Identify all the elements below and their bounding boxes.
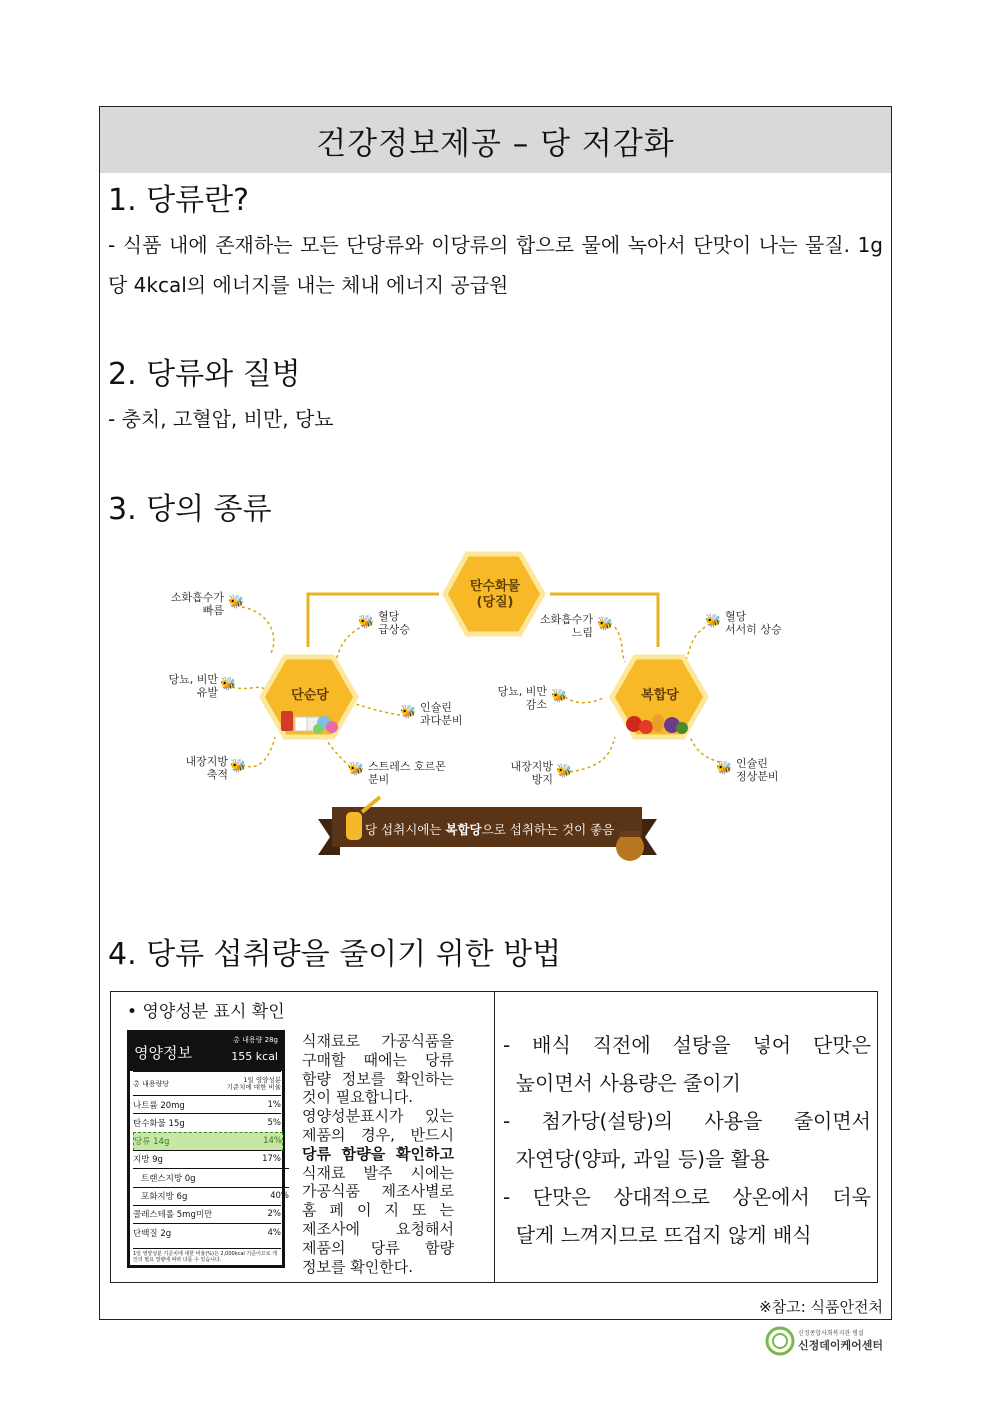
organization-logo: [765, 1326, 885, 1356]
complex-sugar-rise-label: 혈당 서서히 상승: [725, 610, 782, 636]
nutrition-description-line: 제품의 당류 함량: [302, 1238, 454, 1257]
nutrition-description-line: 당류 함량을 확인하고: [302, 1144, 454, 1163]
tip-line: 달게 느껴지므로 뜨겁지 않게 배식: [503, 1223, 812, 1247]
bee-icon: 🐝: [551, 689, 568, 704]
tip-line: - 배식 직전에 설탕을 넣어 단맛은: [503, 1033, 871, 1057]
bee-icon: 🐝: [358, 615, 375, 630]
nutrition-label-header: [130, 1033, 282, 1071]
simple-absorb-label: 소화흡수가 빠름: [170, 591, 224, 617]
simple-diabetes-label: 당뇨, 비만 유발: [168, 673, 218, 699]
simple-fat-label: 내장지방 축적: [185, 755, 228, 781]
source-note: ※참고: 식품안전처: [759, 1298, 883, 1316]
nutrition-label-footnote: 1일 영양성분 기준치에 대한 비율(%)은 2,000kcal 기준이므로 개인의 필요 열량에 따라 다를 수 있습니다.: [133, 1248, 281, 1263]
bee-icon: 🐝: [220, 677, 237, 692]
bee-icon: 🐝: [230, 759, 247, 774]
simple-insulin-label: 인슐린 과다분비: [420, 701, 463, 727]
page-title: 건강정보제공 – 당 저감화: [100, 107, 891, 173]
bee-icon: 🐝: [556, 764, 573, 779]
section-2-heading: 2. 당류와 질병: [108, 357, 301, 392]
section-3-heading: 3. 당의 종류: [108, 492, 272, 527]
nutrition-label-title: 영양정보: [134, 1044, 192, 1062]
complex-sugar-label: 복합당: [641, 688, 679, 703]
nutrition-label-row: 지방 9g 17%: [133, 1150, 281, 1168]
bee-icon: 🐝: [400, 705, 417, 720]
nutrition-label-kcal: 155 kcal: [231, 1050, 278, 1063]
nutrition-description-line: 함량 정보를 확인하는: [302, 1069, 454, 1088]
complex-insulin-label: 인슐린 정상분비: [736, 757, 779, 783]
tip-line: 높이면서 사용량은 줄이기: [503, 1071, 741, 1095]
nutrition-description-line: 식재료 발주 시에는: [302, 1163, 454, 1182]
nutrition-label-image: [127, 1030, 289, 1268]
ribbon-text: 당 섭취시에는 복합당으로 섭취하는 것이 좋음: [365, 822, 615, 837]
nutrition-label-row: 콜레스테롤 5mg미만 2%: [133, 1205, 281, 1223]
bee-icon: 🐝: [348, 762, 365, 777]
document-frame: [99, 106, 892, 1320]
bee-icon: 🐝: [597, 617, 614, 632]
complex-absorb-label: 소화흡수가 느림: [539, 613, 593, 639]
bee-icon: 🐝: [705, 614, 722, 629]
section-4-heading: 4. 당류 섭취량을 줄이기 위한 방법: [108, 937, 562, 972]
nutrition-label-row: 탄수화물 15g 5%: [133, 1113, 281, 1131]
tips-list: [503, 1026, 871, 1254]
nutrition-description-line: 가공식품 제조사별로: [302, 1182, 454, 1201]
tip-line: - 단맛은 상대적으로 상온에서 더욱: [503, 1185, 871, 1209]
nutrition-label-amount: 총 내용량 28g: [233, 1036, 278, 1044]
bee-icon: 🐝: [228, 595, 245, 610]
nutrition-description-line: 제품의 경우, 반드시: [302, 1125, 454, 1144]
nutrition-description-line: 영양성분표시가 있는: [302, 1107, 454, 1126]
section-1-body: - 식품 내에 존재하는 모든 단당류와 이당류의 합으로 물에 녹아서 단맛이 나는 물질. 1g당 4kcal의 에너지를 내는 체내 에너지 공급원: [108, 233, 883, 297]
simple-stress-label: 스트레스 호르몬 분비: [368, 760, 446, 786]
nutrition-check-title: • 영양성분 표시 확인: [127, 1002, 285, 1022]
nutrition-label-row: 트랜스지방 0g: [133, 1168, 289, 1186]
nutrition-description-line: 것이 필요합니다.: [302, 1088, 413, 1107]
nutrition-label-row: 나트륨 20mg 1%: [133, 1095, 281, 1113]
bee-icon: 🐝: [716, 761, 733, 776]
nutrition-label-subhead: 총 내용량당 1일 영양성분 기준치에 대한 비율: [133, 1071, 281, 1096]
complex-diabetes-label: 당뇨, 비만 감소: [497, 685, 547, 711]
tip-line: 자연당(양파, 과일 등)을 활용: [503, 1147, 770, 1171]
nutrition-description-line: 구매할 때에는 당류: [302, 1050, 454, 1069]
nutrition-label-row: 당류 14g 14%: [133, 1132, 283, 1151]
organization-name: 신정데이케어센터: [798, 1339, 884, 1352]
organization-subtitle: 신정종합사회복지관 병설: [798, 1330, 864, 1337]
nutrition-label-row: 포화지방 6g 40%: [133, 1187, 289, 1205]
tip-line: - 첨가당(설탕)의 사용을 줄이면서: [503, 1109, 871, 1133]
nutrition-description-line: 식재료로 가공식품을: [302, 1032, 454, 1050]
nutrition-description-line: 제조사에 요청해서: [302, 1219, 454, 1238]
section-1-heading: 1. 당류란?: [108, 183, 250, 218]
simple-sugar-label: 단순당: [291, 688, 329, 703]
table-divider: [494, 992, 495, 1282]
nutrition-label-row: 단백질 2g 4%: [133, 1223, 281, 1241]
section-2-body: - 충치, 고혈압, 비만, 당뇨: [108, 407, 334, 431]
simple-sugar-spike-label: 혈당 급상승: [378, 610, 410, 636]
tips-table: [110, 991, 878, 1283]
logo-mark-icon: [765, 1326, 795, 1356]
nutrition-description-line: 홈 페 이 지 또 는: [302, 1201, 454, 1220]
complex-fat-label: 내장지방 방지: [510, 760, 553, 786]
carbohydrate-label: 탄수화물 (당질): [469, 579, 521, 610]
nutrition-description: [302, 1032, 454, 1276]
sugar-types-diagram: [100, 107, 893, 907]
nutrition-description-line: 정보를 확인한다.: [302, 1257, 413, 1276]
